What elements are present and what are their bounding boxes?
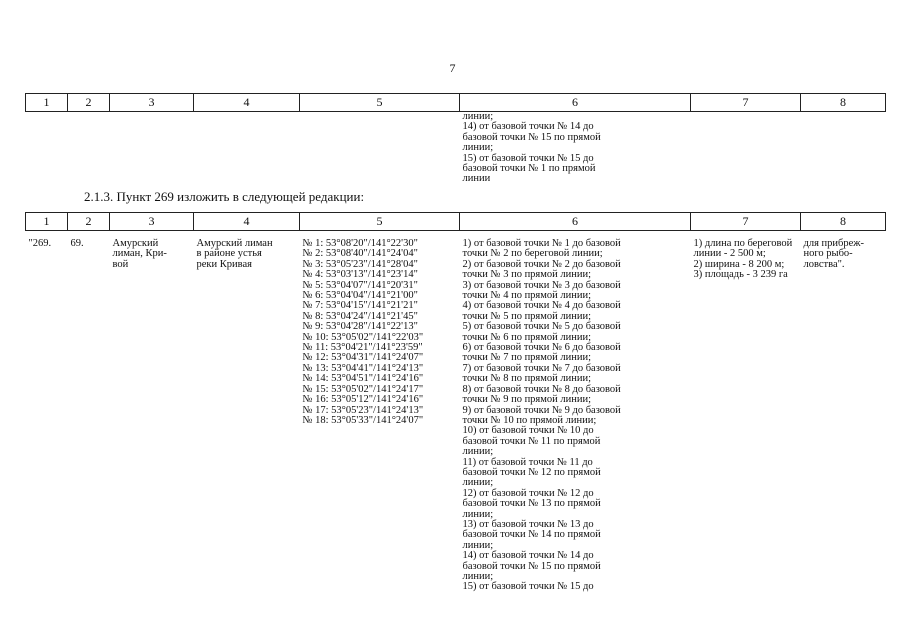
continuation-cell	[460, 112, 691, 185]
text-line: 8) от базовой точки № 8 до базовой	[462, 383, 621, 395]
text-line: линии	[462, 173, 491, 185]
coordinate-line: № 14: 53°04'51"/141°24'16"	[302, 373, 424, 385]
text-line: точки № 2 по береговой линии;	[462, 248, 603, 260]
column-header: 1	[26, 213, 68, 231]
boundary-description-cell	[460, 231, 691, 593]
text-line: базовой точки № 15 по прямой	[462, 131, 601, 143]
column-header: 8	[801, 94, 886, 112]
text-line: 3) от базовой точки № 3 до базовой	[462, 279, 621, 291]
coordinate-line: № 18: 53°05'33"/141°24'07"	[302, 414, 424, 426]
text-line: линии;	[462, 142, 494, 154]
text-line: Амурский	[112, 238, 159, 249]
column-header: 3	[110, 94, 194, 112]
area-number: 69.	[70, 238, 84, 249]
text-line: реки Кривая	[196, 258, 252, 270]
text-line: точки № 6 по прямой линии;	[462, 331, 592, 343]
text-line: 11) от базовой точки № 11 до	[462, 456, 593, 468]
text-line: линии;	[462, 571, 494, 582]
coordinate-line: № 6: 53°04'04"/141°21'00"	[302, 290, 418, 302]
text-line: в районе устья	[196, 248, 262, 260]
column-header: 6	[460, 94, 691, 112]
text-line: линии;	[462, 539, 494, 551]
text-line: 7) от базовой точки № 7 до базовой	[462, 362, 621, 374]
column-header-row	[26, 94, 886, 112]
text-line: линии;	[462, 508, 494, 520]
text-line: точки № 3 по прямой линии;	[462, 269, 592, 281]
continuation-table	[25, 93, 886, 185]
column-header: 5	[300, 213, 460, 231]
text-line: точки № 5 по прямой линии;	[462, 310, 592, 322]
column-header: 3	[110, 213, 194, 231]
purpose-cell	[801, 231, 886, 593]
coordinate-line: № 5: 53°04'07"/141°20'31"	[302, 279, 418, 291]
text-line: 6) от базовой точки № 6 до базовой	[462, 342, 621, 354]
text-line: 14) от базовой точки № 14 до	[462, 550, 594, 562]
text-line: лиман, Кри-	[112, 248, 167, 260]
text-line: линии;	[462, 446, 494, 458]
column-header: 4	[194, 213, 300, 231]
item-number-cell	[26, 231, 68, 593]
dimensions-cell	[691, 231, 801, 593]
text-line: ного рыбо-	[803, 248, 853, 260]
coordinate-line: № 11: 53°04'21"/141°23'59"	[302, 342, 423, 354]
text-line: 10) от базовой точки № 10 до	[462, 425, 594, 437]
text-line: базовой точки № 15 по прямой	[462, 560, 601, 572]
text-line: 12) от базовой точки № 12 до	[462, 487, 594, 499]
text-line: линии;	[462, 477, 494, 489]
coordinate-line: № 15: 53°05'02"/141°24'17"	[302, 383, 424, 395]
text-line: точки № 8 по прямой линии;	[462, 373, 592, 385]
text-line: 1) от базовой точки № 1 до базовой	[462, 238, 621, 249]
text-line: 5) от базовой точки № 5 до базовой	[462, 321, 621, 333]
text-line: базовой точки № 14 по прямой	[462, 529, 601, 541]
text-line: базовой точки № 1 по прямой	[462, 163, 596, 175]
text-line: базовой точки № 12 по прямой	[462, 466, 601, 478]
page-number: 7	[449, 61, 456, 75]
section-heading: 2.1.3. Пункт 269 изложить в следующей редакции:	[84, 189, 365, 204]
coordinate-line: № 2: 53°08'40"/141°24'04"	[302, 248, 418, 260]
column-header: 2	[68, 94, 110, 112]
text-line: линии;	[462, 111, 494, 122]
text-line: 2) ширина - 8 200 м;	[693, 258, 785, 270]
text-line: Амурский лиман	[196, 238, 273, 249]
coordinate-line: № 13: 53°04'41"/141°24'13"	[302, 362, 424, 374]
text-line: 15) от базовой точки № 15 до	[462, 152, 594, 164]
water-body-cell	[110, 231, 194, 593]
location-cell	[194, 231, 300, 593]
table-row	[26, 112, 886, 185]
text-line: 13) от базовой точки № 13 до	[462, 518, 594, 530]
column-header: 8	[801, 213, 886, 231]
column-header-row	[26, 213, 886, 231]
column-header: 5	[300, 94, 460, 112]
text-line: точки № 4 по прямой линии;	[462, 290, 592, 302]
text-line: 3) площадь - 3 239 га	[693, 269, 788, 281]
text-line: точки № 10 по прямой линии;	[462, 414, 597, 426]
text-line: 2) от базовой точки № 2 до базовой	[462, 258, 621, 270]
text-line: точки № 9 по прямой линии;	[462, 394, 592, 406]
text-line: точки № 7 по прямой линии;	[462, 352, 592, 364]
text-line: 1) длина по береговой	[693, 238, 793, 249]
column-header: 7	[691, 94, 801, 112]
text-line: ловства".	[803, 258, 845, 270]
coordinate-line: № 1: 53°08'20"/141°22'30"	[302, 238, 418, 249]
coordinate-line: № 17: 53°05'23"/141°24'13"	[302, 404, 424, 416]
column-header: 4	[194, 94, 300, 112]
area-number-cell	[68, 231, 110, 593]
text-line: 4) от базовой точки № 4 до базовой	[462, 300, 621, 312]
coordinate-line: № 10: 53°05'02"/141°22'03"	[302, 331, 424, 343]
table-row	[26, 231, 886, 593]
column-header: 1	[26, 94, 68, 112]
coordinate-line: № 16: 53°05'12"/141°24'16"	[302, 394, 424, 406]
text-line: 15) от базовой точки № 15 до	[462, 581, 594, 593]
coordinate-line: № 9: 53°04'28"/141°22'13"	[302, 321, 418, 333]
column-header: 6	[460, 213, 691, 231]
coordinate-line: № 3: 53°05'23"/141°28'04"	[302, 258, 418, 270]
coordinate-line: № 12: 53°04'31"/141°24'07"	[302, 352, 424, 364]
column-header: 7	[691, 213, 801, 231]
coordinate-line: № 8: 53°04'24"/141°21'45"	[302, 310, 418, 322]
text-line: базовой точки № 13 по прямой	[462, 498, 601, 510]
item-number: "269.	[28, 238, 52, 249]
item-table	[25, 212, 886, 593]
text-line: вой	[112, 258, 129, 270]
text-line: базовой точки № 11 по прямой	[462, 435, 601, 447]
text-line: для прибреж-	[803, 238, 865, 249]
column-header: 2	[68, 213, 110, 231]
coordinate-line: № 7: 53°04'15"/141°21'21"	[302, 300, 418, 312]
coordinate-line: № 4: 53°03'13"/141°23'14"	[302, 269, 418, 281]
text-line: 14) от базовой точки № 14 до	[462, 121, 594, 133]
coordinates-cell	[300, 231, 460, 593]
text-line: линии - 2 500 м;	[693, 248, 766, 260]
text-line: 9) от базовой точки № 9 до базовой	[462, 404, 621, 416]
